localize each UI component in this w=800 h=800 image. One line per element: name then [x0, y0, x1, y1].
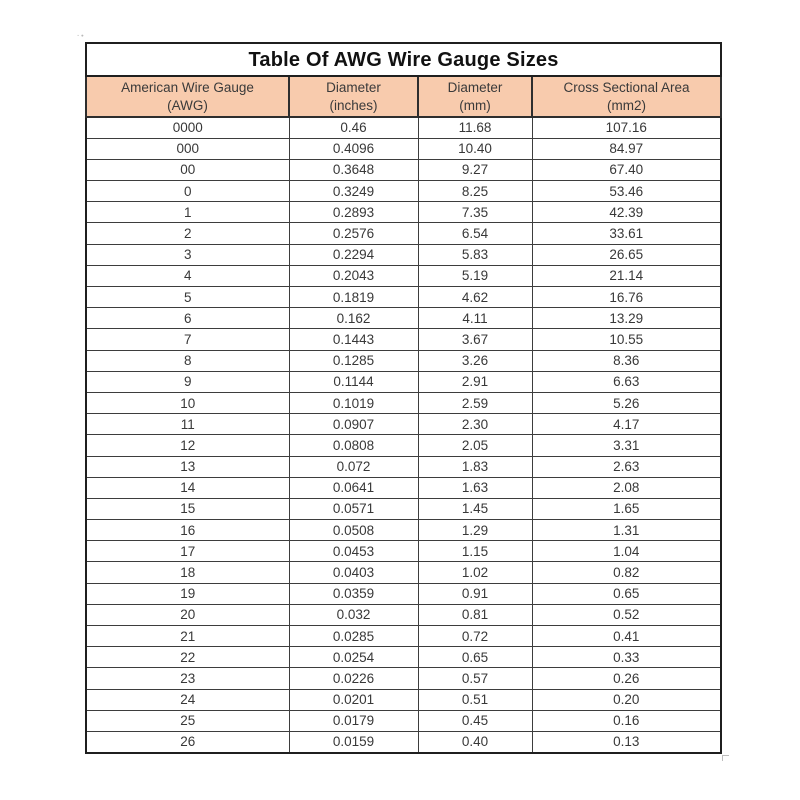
table-cell: 53.46	[532, 181, 721, 202]
table-cell: 0.2043	[289, 265, 418, 286]
table-cell: 3	[86, 244, 289, 265]
awg-table-container	[85, 42, 722, 754]
table-row	[86, 520, 721, 541]
table-row	[86, 202, 721, 223]
table-cell: 5.19	[418, 265, 532, 286]
table-body	[86, 117, 721, 753]
column-header-label: Diameter	[326, 79, 381, 95]
table-cell: 0.51	[418, 689, 532, 710]
table-cell: 7	[86, 329, 289, 350]
table-cell: 20	[86, 604, 289, 625]
table-cell: 10	[86, 392, 289, 413]
table-cell: 0.072	[289, 456, 418, 477]
column-header-label: Diameter	[447, 79, 503, 95]
table-cell: 13.29	[532, 308, 721, 329]
table-cell: 0.0254	[289, 647, 418, 668]
column-header-diameter-mm	[418, 76, 532, 117]
table-row	[86, 308, 721, 329]
table-cell: 2	[86, 223, 289, 244]
table-row	[86, 138, 721, 159]
table-cell: 12	[86, 435, 289, 456]
table-row	[86, 689, 721, 710]
table-cell: 6	[86, 308, 289, 329]
table-cell: 1.83	[418, 456, 532, 477]
table-row	[86, 583, 721, 604]
table-cell: 0.65	[418, 647, 532, 668]
table-cell: 11.68	[418, 117, 532, 138]
table-cell: 0.0641	[289, 477, 418, 498]
table-cell: 5.26	[532, 392, 721, 413]
page-title: Table Of AWG Wire Gauge Sizes	[86, 43, 721, 76]
table-row	[86, 647, 721, 668]
table-cell: 0	[86, 181, 289, 202]
table-cell: 4.62	[418, 287, 532, 308]
table-row	[86, 710, 721, 731]
table-cell: 0000	[86, 117, 289, 138]
table-row	[86, 668, 721, 689]
table-cell: 0.81	[418, 604, 532, 625]
table-row	[86, 287, 721, 308]
table-cell: 0.0571	[289, 498, 418, 519]
table-cell: 0.91	[418, 583, 532, 604]
table-cell: 1.15	[418, 541, 532, 562]
table-row	[86, 604, 721, 625]
scan-artifact-top-left: ·∙	[76, 32, 85, 40]
column-header-awg	[86, 76, 289, 117]
table-cell: 0.0179	[289, 710, 418, 731]
header-row	[86, 76, 721, 117]
table-cell: 0.032	[289, 604, 418, 625]
table-row	[86, 329, 721, 350]
table-cell: 2.08	[532, 477, 721, 498]
table-cell: 33.61	[532, 223, 721, 244]
table-cell: 22	[86, 647, 289, 668]
table-cell: 26	[86, 731, 289, 752]
table-cell: 000	[86, 138, 289, 159]
table-cell: 67.40	[532, 159, 721, 180]
table-cell: 5	[86, 287, 289, 308]
table-cell: 6.54	[418, 223, 532, 244]
table-cell: 8.25	[418, 181, 532, 202]
table-cell: 3.67	[418, 329, 532, 350]
table-cell: 0.0403	[289, 562, 418, 583]
table-cell: 0.0508	[289, 520, 418, 541]
table-cell: 1.31	[532, 520, 721, 541]
table-row	[86, 159, 721, 180]
table-cell: 0.52	[532, 604, 721, 625]
table-cell: 13	[86, 456, 289, 477]
table-cell: 21.14	[532, 265, 721, 286]
table-cell: 1.45	[418, 498, 532, 519]
table-cell: 0.20	[532, 689, 721, 710]
table-cell: 42.39	[532, 202, 721, 223]
table-cell: 0.1144	[289, 371, 418, 392]
table-cell: 0.13	[532, 731, 721, 752]
table-cell: 3.26	[418, 350, 532, 371]
table-cell: 2.91	[418, 371, 532, 392]
table-cell: 1.02	[418, 562, 532, 583]
table-cell: 0.1819	[289, 287, 418, 308]
table-cell: 0.4096	[289, 138, 418, 159]
table-cell: 0.0808	[289, 435, 418, 456]
table-cell: 0.2294	[289, 244, 418, 265]
table-cell: 107.16	[532, 117, 721, 138]
table-cell: 1	[86, 202, 289, 223]
table-cell: 0.0359	[289, 583, 418, 604]
table-cell: 18	[86, 562, 289, 583]
table-cell: 15	[86, 498, 289, 519]
table-cell: 1.65	[532, 498, 721, 519]
table-cell: 0.57	[418, 668, 532, 689]
table-cell: 8	[86, 350, 289, 371]
table-cell: 1.04	[532, 541, 721, 562]
table-cell: 2.05	[418, 435, 532, 456]
table-cell: 4	[86, 265, 289, 286]
table-row	[86, 223, 721, 244]
table-cell: 0.0453	[289, 541, 418, 562]
table-row	[86, 414, 721, 435]
table-row	[86, 626, 721, 647]
table-cell: 19	[86, 583, 289, 604]
column-header-cross-sectional-area	[532, 76, 721, 117]
table-cell: 24	[86, 689, 289, 710]
table-cell: 0.1019	[289, 392, 418, 413]
table-row	[86, 731, 721, 752]
table-cell: 4.11	[418, 308, 532, 329]
table-cell: 0.0285	[289, 626, 418, 647]
table-cell: 26.65	[532, 244, 721, 265]
table-cell: 2.63	[532, 456, 721, 477]
table-row	[86, 371, 721, 392]
table-cell: 17	[86, 541, 289, 562]
table-cell: 11	[86, 414, 289, 435]
table-cell: 0.0907	[289, 414, 418, 435]
table-cell: 16.76	[532, 287, 721, 308]
table-cell: 0.41	[532, 626, 721, 647]
table-cell: 14	[86, 477, 289, 498]
table-cell: 0.0159	[289, 731, 418, 752]
table-cell: 0.82	[532, 562, 721, 583]
table-cell: 0.16	[532, 710, 721, 731]
table-row	[86, 498, 721, 519]
table-cell: 0.1285	[289, 350, 418, 371]
table-cell: 5.83	[418, 244, 532, 265]
table-cell: 23	[86, 668, 289, 689]
table-cell: 0.3648	[289, 159, 418, 180]
table-cell: 0.2893	[289, 202, 418, 223]
table-row	[86, 117, 721, 138]
table-cell: 00	[86, 159, 289, 180]
table-row	[86, 541, 721, 562]
column-header-unit: (mm)	[459, 97, 491, 113]
table-cell: 9.27	[418, 159, 532, 180]
scan-artifact-bottom-right	[722, 755, 729, 761]
table-row	[86, 350, 721, 371]
table-cell: 2.59	[418, 392, 532, 413]
table-cell: 0.46	[289, 117, 418, 138]
table-cell: 3.31	[532, 435, 721, 456]
table-cell: 84.97	[532, 138, 721, 159]
table-row	[86, 456, 721, 477]
table-row	[86, 477, 721, 498]
column-header-unit: (inches)	[329, 97, 378, 113]
awg-wire-gauge-table	[85, 42, 722, 754]
table-cell: 0.45	[418, 710, 532, 731]
table-row	[86, 435, 721, 456]
table-cell: 0.2576	[289, 223, 418, 244]
table-row	[86, 392, 721, 413]
table-cell: 0.1443	[289, 329, 418, 350]
table-cell: 6.63	[532, 371, 721, 392]
table-cell: 8.36	[532, 350, 721, 371]
table-cell: 0.0226	[289, 668, 418, 689]
table-cell: 0.26	[532, 668, 721, 689]
table-cell: 1.63	[418, 477, 532, 498]
column-header-unit: (AWG)	[167, 97, 208, 113]
column-header-label: Cross Sectional Area	[563, 79, 690, 95]
table-row	[86, 562, 721, 583]
table-cell: 0.33	[532, 647, 721, 668]
table-row	[86, 244, 721, 265]
table-cell: 10.55	[532, 329, 721, 350]
table-cell: 2.30	[418, 414, 532, 435]
table-cell: 0.65	[532, 583, 721, 604]
table-cell: 1.29	[418, 520, 532, 541]
table-cell: 0.162	[289, 308, 418, 329]
table-cell: 16	[86, 520, 289, 541]
table-row	[86, 265, 721, 286]
table-cell: 9	[86, 371, 289, 392]
table-row	[86, 181, 721, 202]
table-cell: 0.3249	[289, 181, 418, 202]
column-header-diameter-inches	[289, 76, 418, 117]
table-cell: 0.40	[418, 731, 532, 752]
table-cell: 0.0201	[289, 689, 418, 710]
table-cell: 25	[86, 710, 289, 731]
table-cell: 10.40	[418, 138, 532, 159]
table-cell: 7.35	[418, 202, 532, 223]
table-cell: 0.72	[418, 626, 532, 647]
table-cell: 21	[86, 626, 289, 647]
title-row	[86, 43, 721, 76]
column-header-label: American Wire Gauge	[121, 79, 254, 95]
column-header-unit: (mm2)	[607, 97, 646, 113]
table-cell: 4.17	[532, 414, 721, 435]
